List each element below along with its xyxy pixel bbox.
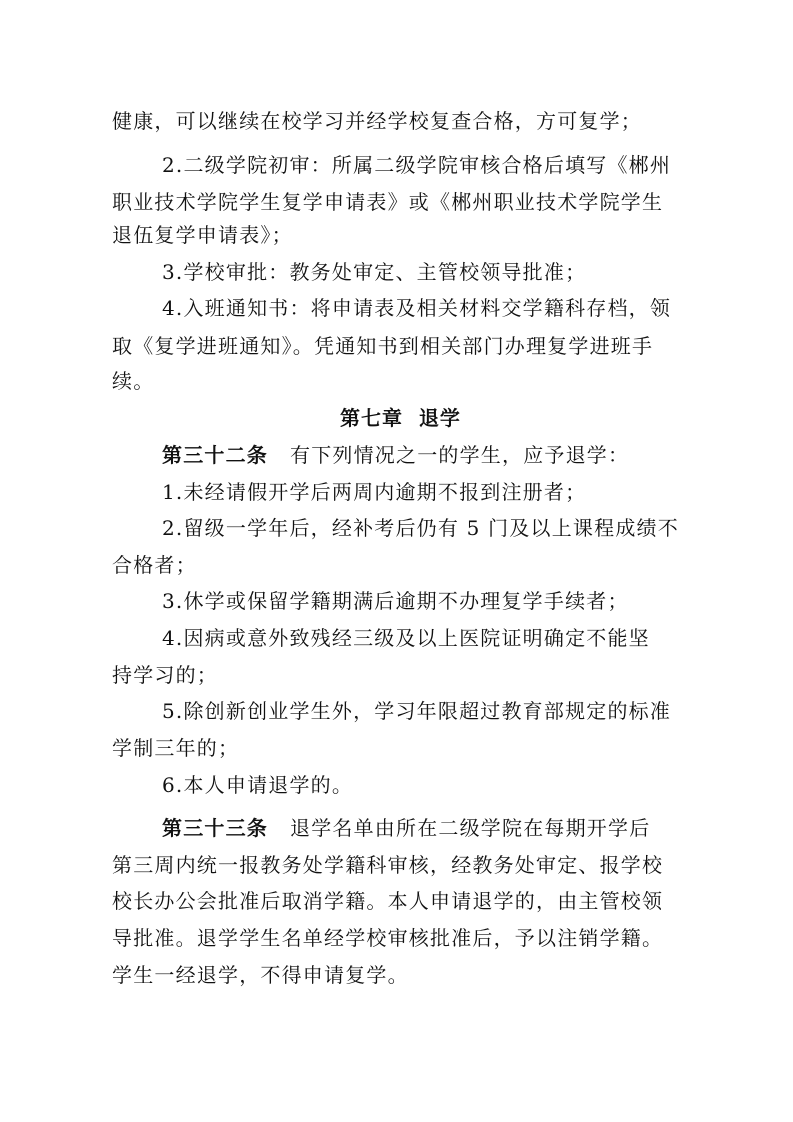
article-33-label: 第三十三条	[162, 816, 268, 840]
list-item	[162, 584, 793, 618]
list-item-text: 5.除创新创业学生外，学习年限超过教育部规定的标准	[162, 699, 672, 723]
text-line	[162, 255, 793, 289]
line-text: 校长办公会批准后取消学籍。本人申请退学的，由主管校领	[112, 889, 664, 913]
text-line	[162, 148, 793, 182]
list-item	[162, 475, 793, 509]
article-32-text: 有下列情况之一的学生，应予退学：	[290, 443, 630, 467]
line-text: 导批准。退学学生名单经学校审核批准后，予以注销学籍。	[112, 926, 664, 950]
list-item	[162, 621, 793, 655]
text-line	[112, 218, 793, 252]
article-33-first-line: 退学名单由所在二级学院在每期开学后	[290, 816, 651, 840]
list-item-text: 学制三年的；	[112, 736, 240, 760]
line-text: 3.学校审批：教务处审定、主管校领导批准；	[162, 260, 587, 284]
line-text: 职业技术学院学生复学申请表》或《郴州职业技术学院学生	[112, 190, 664, 214]
list-item	[162, 768, 793, 802]
line-text: 退伍复学申请表》；	[112, 223, 293, 247]
text-line	[112, 104, 793, 138]
article-33-intro	[162, 811, 793, 845]
list-item-text: 2.留级一学年后，经补考后仍有 5 门及以上课程成绩不	[162, 516, 679, 540]
text-line	[112, 958, 793, 992]
line-text: 4.入班通知书：将申请表及相关材料交学籍科存档，领	[162, 296, 672, 320]
text-line	[162, 291, 793, 325]
list-item-continued	[112, 731, 793, 765]
text-line	[112, 329, 793, 363]
text-line	[112, 921, 793, 955]
text-line	[112, 185, 793, 219]
text-line	[112, 848, 793, 882]
chapter-title	[340, 401, 793, 435]
line-text: 取《复学进班通知》。凭通知书到相关部门办理复学进班手	[112, 334, 654, 358]
list-item-continued	[112, 658, 793, 692]
article-32-intro	[162, 438, 793, 472]
chapter-title-text: 第七章 退学	[340, 406, 461, 430]
list-item	[162, 694, 793, 728]
line-text: 2.二级学院初审：所属二级学院审核合格后填写《郴州	[162, 153, 672, 177]
text-line	[112, 364, 793, 398]
line-text: 健康，可以继续在校学习并经学校复查合格，方可复学；	[112, 109, 642, 133]
list-item-text: 持学习的；	[112, 663, 218, 687]
line-text: 续。	[112, 369, 155, 393]
list-item-continued	[112, 548, 793, 582]
line-text: 第三周内统一报教务处学籍科审核，经教务处审定、报学校	[112, 853, 664, 877]
article-32-label: 第三十二条	[162, 443, 268, 467]
text-line	[112, 884, 793, 918]
line-text: 学生一经退学，不得申请复学。	[112, 963, 409, 987]
list-item-text: 1.未经请假开学后两周内逾期不报到注册者；	[162, 480, 587, 504]
list-item-text: 合格者；	[112, 553, 197, 577]
list-item-text: 3.休学或保留学籍期满后逾期不办理复学手续者；	[162, 589, 629, 613]
list-item	[162, 511, 793, 545]
list-item-text: 4.因病或意外致残经三级及以上医院证明确定不能坚	[162, 626, 650, 650]
list-item-text: 6.本人申请退学的。	[162, 773, 354, 797]
